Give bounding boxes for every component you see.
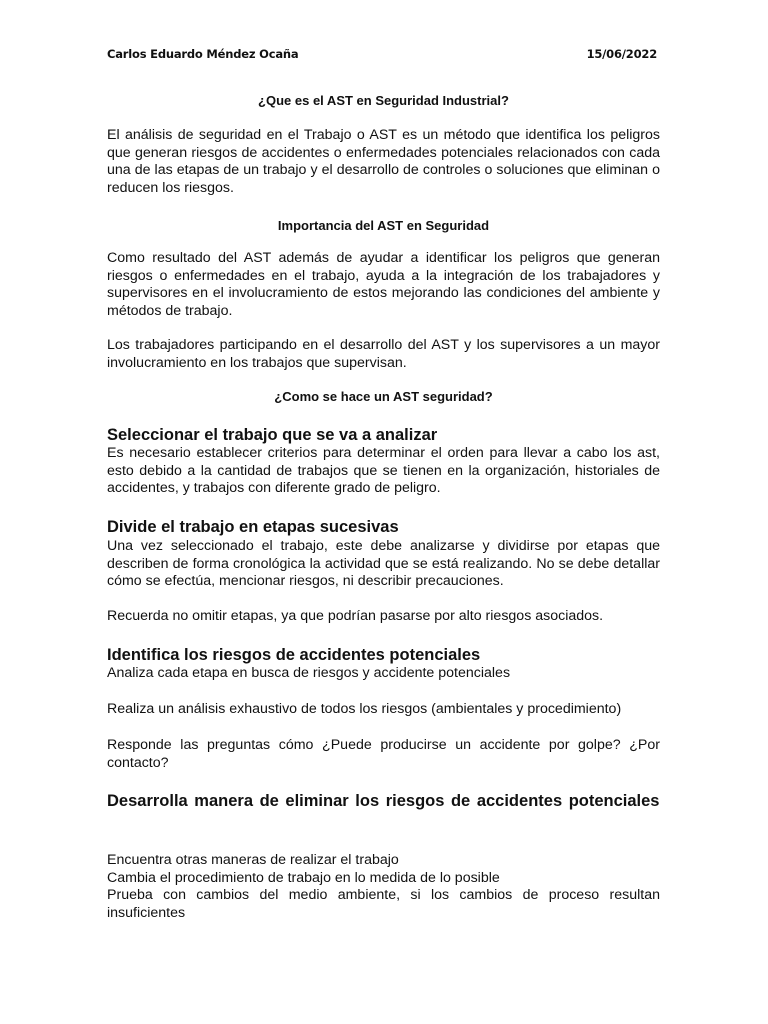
title-que-es-ast: ¿Que es el AST en Seguridad Industrial? [258, 93, 509, 108]
list-desarrolla-manera [107, 852, 660, 922]
paragraph-seleccionar-trabajo [107, 445, 660, 498]
list-item: Prueba con cambios del medio ambiente, si los cambios de proceso resultan insuficientes [107, 887, 660, 921]
author-name: Carlos Eduardo Méndez Ocaña [107, 47, 299, 61]
document-date: 15/06/2022 [586, 47, 657, 61]
heading-identifica-riesgos: Identifica los riesgos de accidentes potenciales [107, 646, 481, 664]
title-importancia-ast: Importancia del AST en Seguridad [277, 218, 490, 233]
paragraph-text: Realiza un análisis exhaustivo de todos los riesgos (ambientales y procedimiento) [107, 701, 622, 717]
paragraph-responde-preguntas [107, 737, 660, 772]
paragraph-analiza-etapa [107, 665, 660, 683]
paragraph-importancia-1 [107, 250, 660, 320]
paragraph-text: Es necesario establecer criterios para determinar el orden para llevar a cabo los ast, esto debido a la cantidad de trabajos que se tienen en la organización, historiales de accidentes, y trabajos con diferente grado de peligro. [107, 445, 660, 496]
heading-divide-trabajo: Divide el trabajo en etapas sucesivas [107, 518, 399, 536]
list-item: Encuentra otras maneras de realizar el trabajo [107, 852, 399, 868]
paragraph-importancia-2 [107, 337, 660, 372]
heading-seleccionar-trabajo: Seleccionar el trabajo que se va a analizar [107, 426, 438, 444]
heading-desarrolla-manera: Desarrolla manera de eliminar los riesgos de accidentes potenciales [107, 792, 660, 810]
paragraph-text: Recuerda no omitir etapas, ya que podrían pasarse por alto riesgos asociados. [107, 608, 604, 624]
paragraph-text: Una vez seleccionado el trabajo, este debe analizarse y dividirse por etapas que describen de forma cronológica la actividad que se está realizando. No se debe detallar cómo se efectúa, mencionar riesgos, ni describir precauciones. [107, 538, 660, 589]
paragraph-text: Los trabajadores participando en el desarrollo del AST y los supervisores a un mayor involucramiento en los trabajos que supervisan. [107, 337, 660, 371]
document-header [107, 47, 660, 61]
paragraph-text: Responde las preguntas cómo ¿Puede producirse un accidente por golpe? ¿Por contacto? [107, 737, 660, 771]
paragraph-text: El análisis de seguridad en el Trabajo o AST es un método que identifica los peligros que generan riesgos de accidentes o enfermedades potenciales relacionados con cada una de las etapas de un trabajo y el desarrollo de controles o soluciones que eliminan o reducen los riesgos. [107, 127, 660, 196]
paragraph-recuerda [107, 608, 660, 626]
list-item: Cambia el procedimiento de trabajo en lo medida de lo posible [107, 869, 500, 886]
paragraph-definicion-ast [107, 127, 660, 197]
paragraph-divide-trabajo [107, 538, 660, 591]
paragraph-text: Como resultado del AST además de ayudar a identificar los peligros que generan riesgos o enfermedades en el trabajo, ayuda a la integración de los trabajadores y supervisores en el involucramiento de estos mejorando las condiciones del ambiente y métodos de trabajo. [107, 250, 660, 319]
paragraph-analisis-exhaustivo [107, 701, 660, 719]
title-como-se-hace: ¿Como se hace un AST seguridad? [274, 389, 493, 404]
paragraph-text: Analiza cada etapa en busca de riesgos y accidente potenciales [107, 665, 511, 681]
